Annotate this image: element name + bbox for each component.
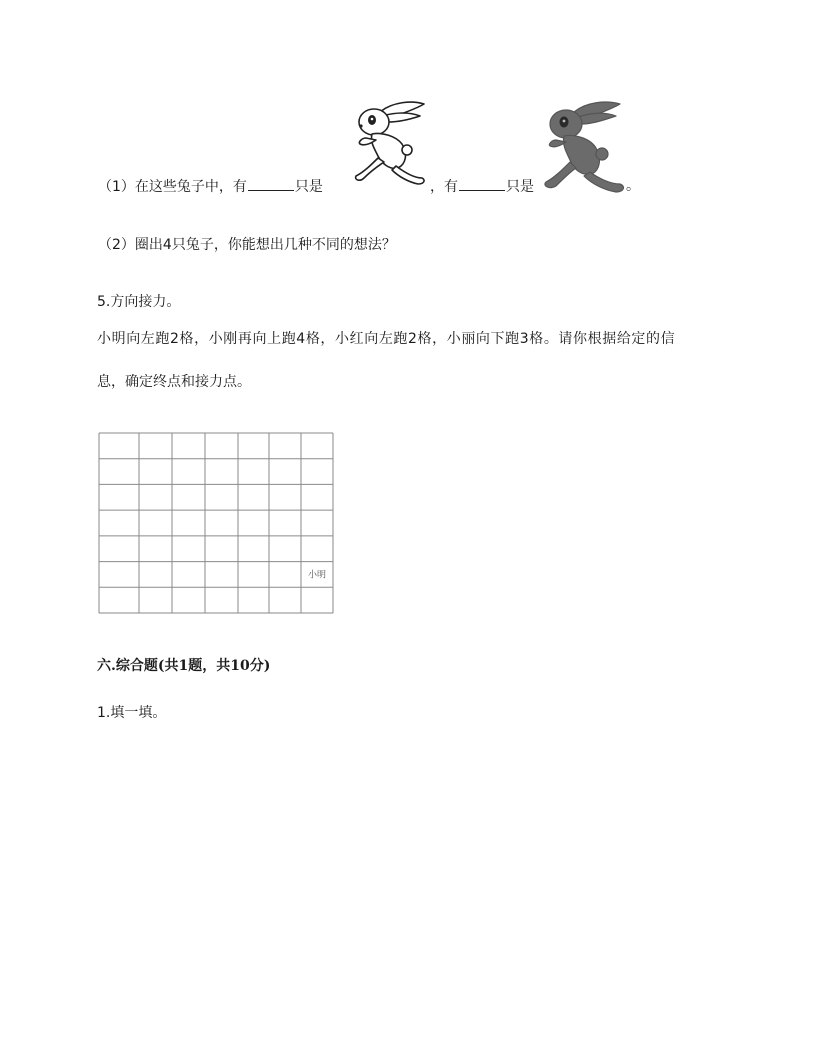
gray-rabbit-image xyxy=(540,98,632,196)
direction-grid xyxy=(98,432,334,614)
section-5-heading: 5.方向接力。 xyxy=(97,294,181,310)
answer-blank-2[interactable] xyxy=(459,176,505,191)
white-rabbit-image xyxy=(352,98,430,186)
q1-mid1: 只是 xyxy=(294,179,323,195)
q1-end: 。 xyxy=(626,178,640,194)
q1-mid3: 只是 xyxy=(506,179,534,195)
section-5-line-1: 小明向左跑2格，小刚再向上跑4格，小红向左跑2格，小丽向下跑3格。请你根据给定的信 xyxy=(97,331,676,347)
question-1 xyxy=(98,176,323,197)
grid-label-xiaoming: 小明 xyxy=(307,570,327,581)
q1-mid2: ，有 xyxy=(430,179,458,195)
question-1-part2 xyxy=(430,176,534,197)
question-1-end xyxy=(626,176,640,196)
q1-prefix: （1）在这些兔子中，有 xyxy=(98,179,247,195)
answer-blank-1[interactable] xyxy=(248,176,294,191)
section-6-item-1: 1.填一填。 xyxy=(97,705,167,721)
question-2: （2）圈出4只兔子，你能想出几种不同的想法？ xyxy=(98,237,396,253)
section-5-line-2: 息，确定终点和接力点。 xyxy=(97,374,251,390)
section-6-heading: 六.综合题(共1题，共10分) xyxy=(97,658,271,674)
